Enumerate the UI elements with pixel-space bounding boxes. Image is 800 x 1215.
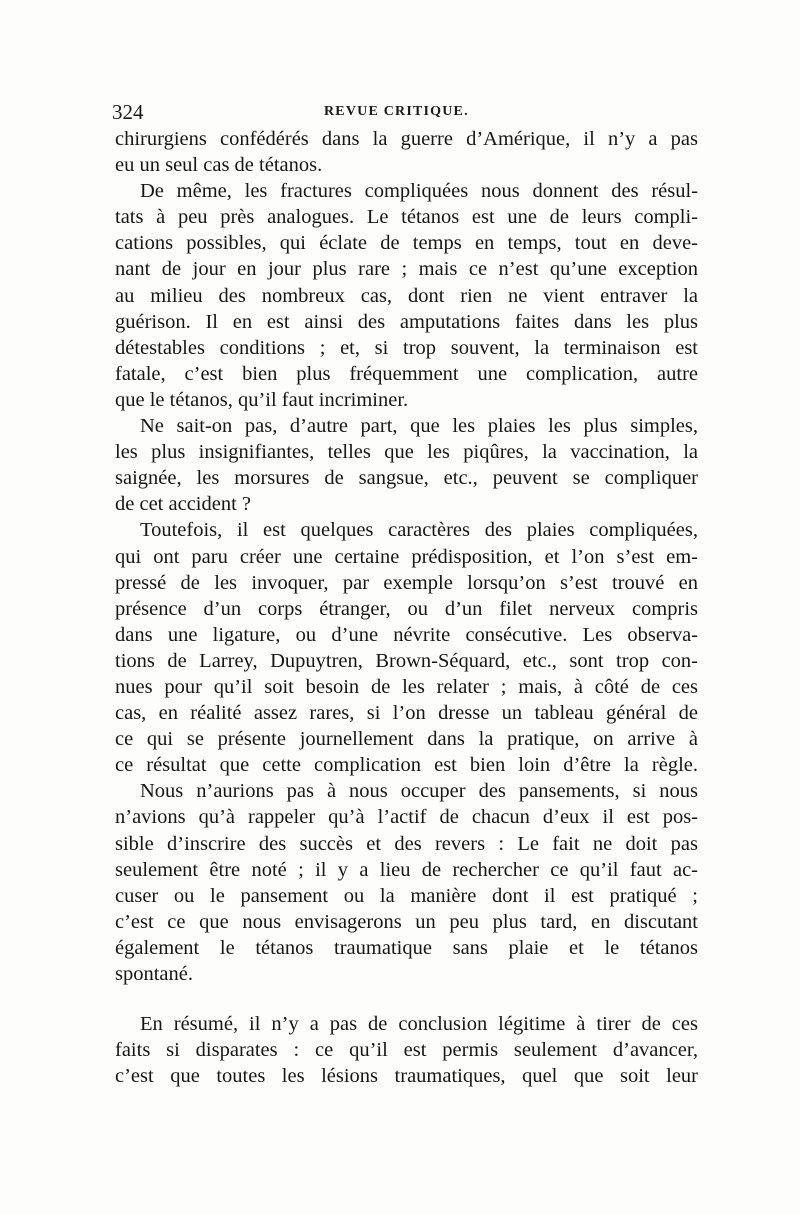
paragraph-first-line: Ne sait-on pas, d’autre part, que les plaies les plus simples,: [140, 415, 698, 438]
paragraph-gap: [115, 987, 698, 1011]
text-line: chirurgiens confédérés dans la guerre d’Amérique, il n’y a pas: [115, 128, 698, 150]
text-line: pressé de les invoquer, par exemple lorsqu’on s’est trouvé en: [115, 571, 698, 594]
text-line: seulement être noté ; il y a lieu de rechercher ce qu’il faut ac-: [115, 858, 698, 881]
text-line: cuser ou le pansement ou la manière dont il est pratiqué ;: [115, 884, 698, 907]
text-line: qui ont paru créer une certaine prédisposition, et l’on s’est em-: [115, 545, 698, 568]
page-header: [112, 98, 697, 126]
running-head: REVUE CRITIQUE.: [324, 104, 469, 119]
text-line: que le tétanos, qu’il faut incriminer.: [115, 388, 409, 411]
text-line: tats à peu près analogues. Le tétanos est une de leurs compli-: [115, 206, 698, 229]
text-line: fatale, c’est bien plus fréquemment une complication, autre: [115, 362, 698, 385]
text-line: présence d’un corps étranger, ou d’un filet nerveux compris: [115, 597, 698, 620]
text-line: spontané.: [115, 963, 193, 985]
text-line: nant de jour en jour plus rare ; mais ce n’est qu’une exception: [115, 258, 698, 281]
text-line: ce qui se présente journellement dans la pratique, on arrive à: [115, 728, 698, 751]
text-line: saignée, les morsures de sangsue, etc., peuvent se compliquer: [115, 467, 698, 490]
paragraph-first-line: Toutefois, il est quelques caractères des plaies compliquées,: [140, 519, 698, 542]
text-line: de cet accident ?: [115, 493, 252, 516]
text-line: au milieu des nombreux cas, dont rien ne vient entraver la: [115, 284, 698, 307]
text-line: sible d’inscrire des succès et des revers : Le fait ne doit pas: [115, 832, 698, 855]
text-line: guérison. Il en est ainsi des amputations faites dans les plus: [115, 310, 698, 333]
text-line: cas, en réalité assez rares, si l’on dresse un tableau général de: [115, 702, 698, 725]
text-line: détestables conditions ; et, si trop souvent, la terminaison est: [115, 336, 698, 359]
text-line: tions de Larrey, Dupuytren, Brown-Séquard, etc., sont trop con-: [115, 649, 698, 672]
body-text: [115, 126, 698, 1089]
text-line: également le tétanos traumatique sans plaie et le tétanos: [115, 936, 698, 959]
text-line: c’est que toutes les lésions traumatiques, quel que soit leur: [115, 1065, 698, 1088]
paragraph-first-line: En résumé, il n’y a pas de conclusion légitime à tirer de ces: [140, 1013, 698, 1036]
paragraph-first-line: De même, les fractures compliquées nous donnent des résul-: [140, 180, 698, 203]
paragraph-first-line: Nous n’aurions pas à nous occuper des pansements, si nous: [140, 780, 698, 803]
text-line: n’avions qu’à rappeler qu’à l’actif de chacun d’eux il est pos-: [115, 806, 698, 829]
text-line: faits si disparates : ce qu’il est permis seulement d’avancer,: [115, 1039, 698, 1062]
page-number: 324: [112, 100, 144, 124]
text-line: les plus insignifiantes, telles que les piqûres, la vaccination, la: [115, 441, 698, 464]
text-line: ce résultat que cette complication est bien loin d’être la règle.: [115, 754, 698, 777]
text-line: dans une ligature, ou d’une névrite consécutive. Les observa-: [115, 623, 698, 646]
text-line: cations possibles, qui éclate de temps en temps, tout en deve-: [115, 232, 698, 255]
text-line: eu un seul cas de tétanos.: [115, 154, 323, 177]
text-line: c’est ce que nous envisagerons un peu plus tard, en discutant: [115, 910, 698, 933]
text-line: nues pour qu’il soit besoin de les relater ; mais, à côté de ces: [115, 675, 698, 698]
